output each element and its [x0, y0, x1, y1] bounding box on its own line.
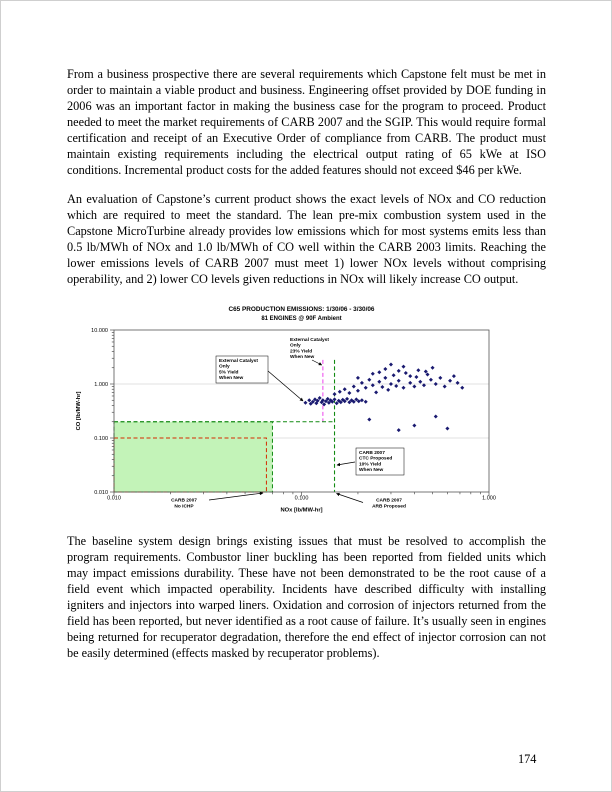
data-point [408, 381, 412, 385]
data-point [397, 428, 401, 432]
data-point [438, 376, 442, 380]
data-point [412, 384, 416, 388]
data-point [402, 365, 406, 369]
data-point [343, 387, 347, 391]
data-point [434, 415, 438, 419]
data-point [416, 368, 420, 372]
y-tick-labels [91, 328, 108, 496]
data-point [394, 384, 398, 388]
data-point [429, 378, 433, 382]
annotation-text: 23% Yield [290, 349, 313, 355]
y-tick-label: 10.000 [91, 328, 108, 334]
annotation-text: When New [219, 376, 244, 382]
data-point [408, 374, 412, 378]
annotation-text: No ICHP [174, 504, 194, 510]
data-point [367, 378, 371, 382]
emissions-scatter-chart [69, 300, 531, 518]
data-point [380, 385, 384, 389]
annotation-arrow [268, 371, 303, 401]
annotation-ctc [337, 448, 404, 475]
data-point [456, 381, 460, 385]
data-point [452, 374, 456, 378]
data-point [303, 401, 307, 405]
data-point [397, 369, 401, 373]
data-point [386, 388, 390, 392]
annotation-text: When New [359, 468, 384, 474]
chart-title: C65 PRODUCTION EMISSIONS: 1/30/06 - 3/30/06 [228, 306, 375, 313]
data-point [392, 373, 396, 377]
data-point [412, 424, 416, 428]
x-axis-title: NOx [lb/MW-hr] [280, 507, 323, 514]
annotation-text: 5% Yield [219, 370, 239, 376]
annotation-text: Only [290, 343, 301, 349]
annotation-ext-cat-5 [216, 356, 303, 401]
page-number: 174 [518, 752, 537, 766]
scatter-points [303, 362, 464, 432]
annotation-arrow [209, 493, 263, 500]
annotation-arrow [312, 360, 322, 365]
carb-2007-compliance-region [114, 422, 272, 492]
data-point [347, 391, 351, 395]
data-point [402, 386, 406, 390]
data-point [431, 366, 435, 370]
data-point [383, 376, 387, 380]
data-point [356, 376, 360, 380]
y-tick-label: 0.100 [94, 436, 108, 442]
data-point [418, 380, 422, 384]
y-axis-title: CO [lb/MW-hr] [76, 391, 82, 431]
annotation-text: CARB 2007 [359, 451, 385, 456]
annotation-text: ARB Proposed [372, 504, 406, 510]
data-point [333, 392, 337, 396]
annotation-no-ichp [171, 493, 263, 509]
data-point [364, 386, 368, 390]
data-point [448, 379, 452, 383]
data-point [389, 382, 393, 386]
data-point [377, 370, 381, 374]
data-point [371, 372, 375, 376]
data-point [367, 418, 371, 422]
annotation-text: CTC Proposed [359, 456, 393, 462]
y-tick-label: 1.000 [94, 382, 108, 388]
data-point [389, 362, 393, 366]
annotation-arrow [337, 462, 355, 465]
data-point [443, 384, 447, 388]
annotation-text: Only [219, 364, 230, 370]
annotation-text: CARB 2007 [171, 498, 197, 504]
data-point [360, 381, 364, 385]
page-content [67, 66, 546, 674]
annotation-text: External Catalyst [290, 338, 329, 343]
x-tick-labels [107, 496, 496, 502]
data-point [377, 380, 381, 384]
data-point [356, 389, 360, 393]
paragraph-emissions-evaluation: An evaluation of Capstone’s current product shows the exact levels of NOx and CO reduction which are required to meet the standard. The lean pre-mix combustion system used in the Capstone MicroTurbine already provides low emissions which for most systems emits less than 0.5 lb/MWh of NOx and 1.0 lb/MWh of CO well within the CARB 2003 limits. Reaching the lower emissions levels of CARB 2007 must meet 1) lower NOx levels without comprising operability, and 2) lower CO levels given reductions in NOx will likely increase CO output. [67, 192, 546, 286]
paragraph-baseline-issues: The baseline system design brings existing issues that must be resolved to accomplish the program requirements. Combustor liner buckling has been reported from fielded units which may impact emissions durability. These have not been demonstrated to be the root cause of a field event which impacted operability. Incidents have described difficulty with installing igniters and injectors into warped liners. Oxidation and corrosion of injectors returned from the field has been reported, but never identified as a root cause of failure. It’s usually seen in engines being returned for recuperator degradation, therefore the end effect of injector corrosion can not be easily determined (effects masked by recuperator problems). [67, 534, 546, 660]
data-point [307, 398, 311, 402]
x-tick-label: 1.000 [482, 495, 496, 502]
data-point [352, 384, 356, 388]
annotation-ext-cat-23 [290, 337, 329, 365]
emissions-scatter-chart-figure [69, 300, 546, 523]
y-tick-label: 0.010 [94, 490, 108, 496]
x-tick-label: 0.100 [294, 495, 309, 502]
paragraph-business-requirements: From a business prospective there are several requirements which Capstone felt must be met in order to maintain a viable product and business. Engineering offset provided by DOE funding in 2006 was an important factor in making the business case for the program to proceed. Product needed to meet the market requirements of CARB 2007 and the SGIP. This would require formal certification and receipt of an Executive Order of compliance from CARB. The product must maintain existing requirements including the electrical output rating of 65 kWe at ISO conditions. Incremental product costs for the added features should not exceed $46 per kWe. [67, 67, 546, 177]
data-point [364, 400, 368, 404]
data-point [360, 398, 364, 402]
data-point [414, 375, 418, 379]
chart-subtitle: 81 ENGINES @ 90F Ambient [261, 316, 342, 322]
annotation-text: CARB 2007 [376, 498, 402, 504]
data-point [397, 379, 401, 383]
data-point [404, 371, 408, 375]
data-point [383, 367, 387, 371]
data-point [460, 386, 464, 390]
data-point [445, 426, 449, 430]
data-point [434, 382, 438, 386]
x-tick-label: 0.010 [107, 495, 121, 502]
annotation-arb [337, 494, 406, 510]
annotation-text: 10% Yield [359, 462, 382, 468]
annotation-arrow [337, 494, 364, 503]
data-point [338, 390, 342, 394]
data-point [374, 390, 378, 394]
annotation-text: When New [290, 355, 315, 361]
annotation-text: External Catalyst [219, 359, 258, 364]
